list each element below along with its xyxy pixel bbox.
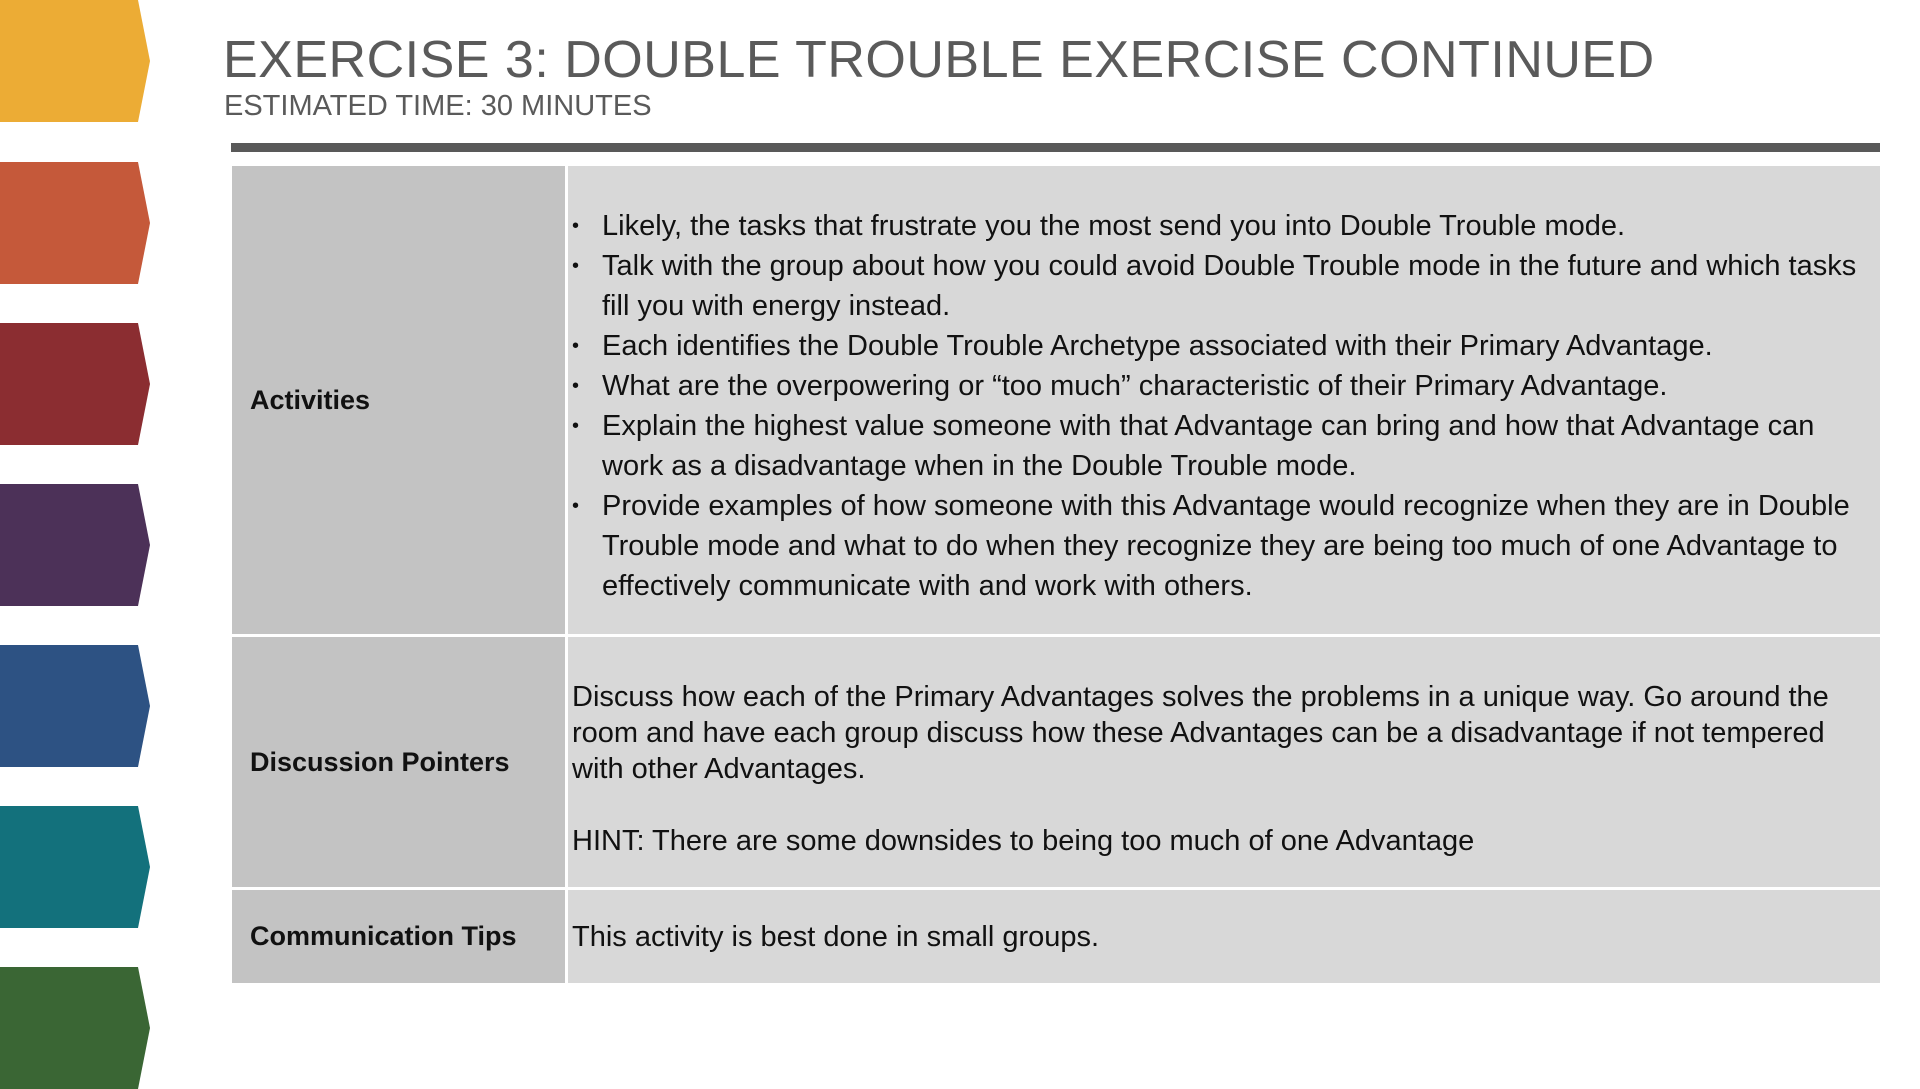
activity-item: • Likely, the tasks that frustrate you the most send you into Double Trouble mode. [572,206,1866,246]
color-tab-green [0,967,150,1089]
activity-item: • Talk with the group about how you could avoid Double Trouble mode in the future and which tasks fill you with energy instead. [572,246,1866,326]
tips-label: Communication Tips [232,890,568,983]
tips-text: This activity is best done in small groups. [572,920,1100,953]
color-tab-yellow [0,0,150,122]
activities-list [568,166,1880,606]
color-tab-maroon [0,323,150,445]
title-divider [231,143,1880,152]
exercise-table [232,166,1880,983]
activities-label: Activities [232,166,568,634]
color-tab-orange [0,162,150,284]
activity-item: • What are the overpowering or “too much” characteristic of their Primary Advantage. [572,366,1866,406]
page-title: EXERCISE 3: DOUBLE TROUBLE EXERCISE CONTINUED [223,31,1655,89]
color-tab-blue [0,645,150,767]
color-tab-teal [0,806,150,928]
page-subtitle: ESTIMATED TIME: 30 MINUTES [224,90,652,122]
discussion-cell [568,637,1880,887]
activity-item: • Each identifies the Double Trouble Archetype associated with their Primary Advantage. [572,326,1866,366]
tips-cell [568,890,1880,983]
activity-item: • Provide examples of how someone with this Advantage would recognize when they are in Double Trouble mode and what to do when they recognize they are being too much of one Advantage to effectively communicate with and work with others. [572,486,1866,606]
discussion-text: Discuss how each of the Primary Advantages solves the problems in a unique way. Go around the room and have each group discuss how these Advantages can be a disadvantage if not tempered with other Advantages. [572,681,1829,785]
color-tab-purple [0,484,150,606]
discussion-label: Discussion Pointers [232,637,568,887]
color-tabs [0,0,160,1080]
activities-cell [568,166,1880,634]
discussion-hint: HINT: There are some downsides to being too much of one Advantage [572,825,1475,857]
activity-item: • Explain the highest value someone with that Advantage can bring and how that Advantage can work as a disadvantage when in the Double Trouble mode. [572,406,1866,486]
